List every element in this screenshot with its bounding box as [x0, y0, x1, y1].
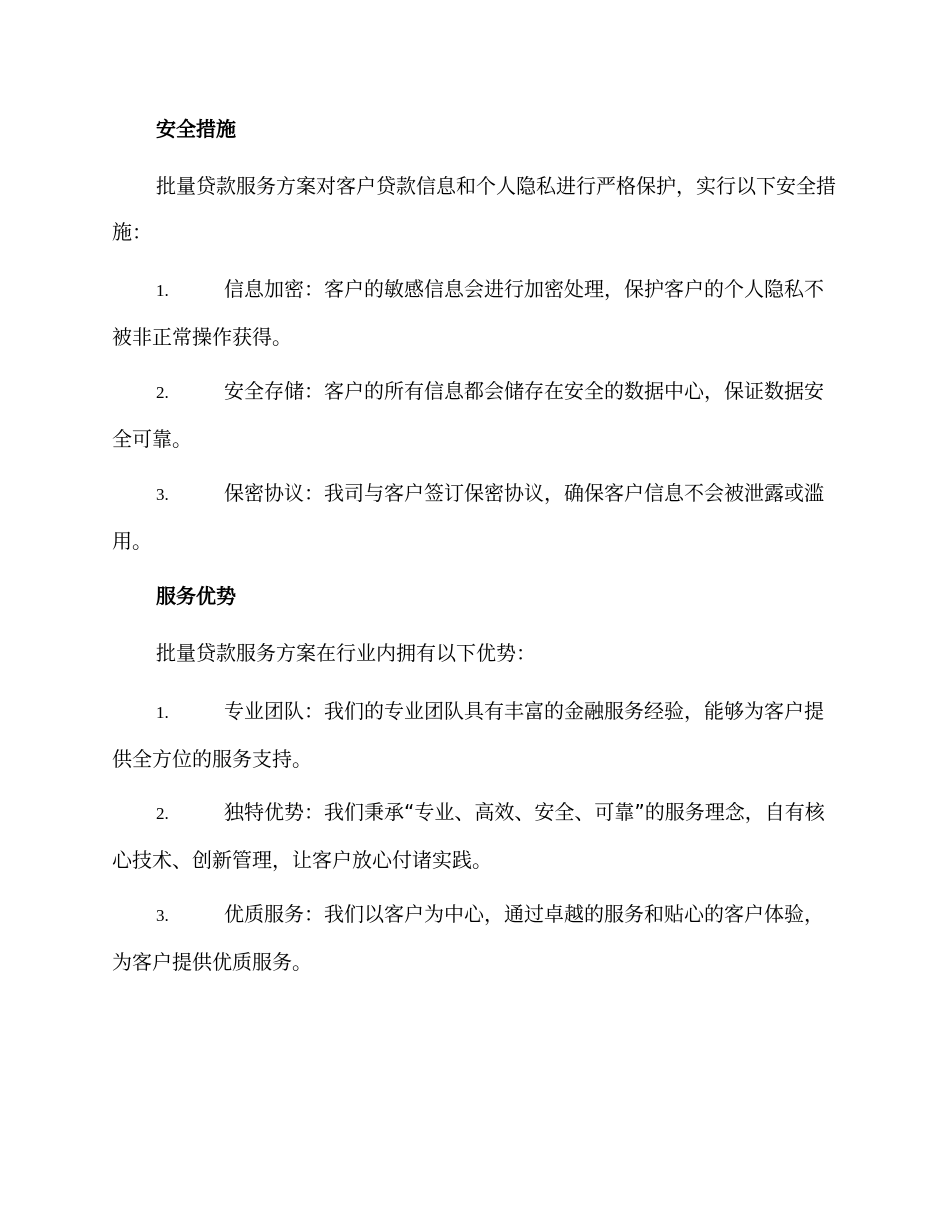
list-number: 1. [156, 703, 169, 722]
list-number: 3. [156, 485, 169, 504]
list-item [112, 266, 837, 360]
list-item-text: 安全存储：客户的所有信息都会储存在安全的数据中心，保证数据安全可靠。 [112, 379, 824, 451]
list-item-text: 保密协议：我司与客户签订保密协议，确保客户信息不会被泄露或滥用。 [112, 481, 824, 553]
section-heading-advantages: 服务优势 [156, 584, 236, 608]
list-number: 3. [156, 906, 169, 925]
list-item-text: 优质服务：我们以客户为中心，通过卓越的服务和贴心的客户体验，为客户提供优质服务。 [112, 902, 824, 974]
list-item-text: 专业团队：我们的专业团队具有丰富的金融服务经验，能够为客户提供全方位的服务支持。 [112, 699, 824, 771]
list-item [112, 368, 837, 462]
section-intro-advantages: 批量贷款服务方案在行业内拥有以下优势： [156, 641, 536, 665]
section-heading-security: 安全措施 [156, 117, 236, 141]
list-number: 2. [156, 383, 169, 402]
list-item [112, 789, 837, 883]
list-number: 1. [156, 281, 169, 300]
list-item [112, 688, 837, 782]
list-item [112, 891, 837, 985]
section-intro-security: 批量贷款服务方案对客户贷款信息和个人隐私进行严格保护，实行以下安全措施： [112, 174, 836, 244]
list-item-text: 信息加密：客户的敏感信息会进行加密处理，保护客户的个人隐私不被非正常操作获得。 [112, 277, 824, 349]
list-item [112, 470, 837, 564]
list-number: 2. [156, 804, 169, 823]
list-item-text: 独特优势：我们秉承“专业、高效、安全、可靠”的服务理念，自有核心技术、创新管理，让客户放心付诸实践。 [112, 800, 825, 872]
